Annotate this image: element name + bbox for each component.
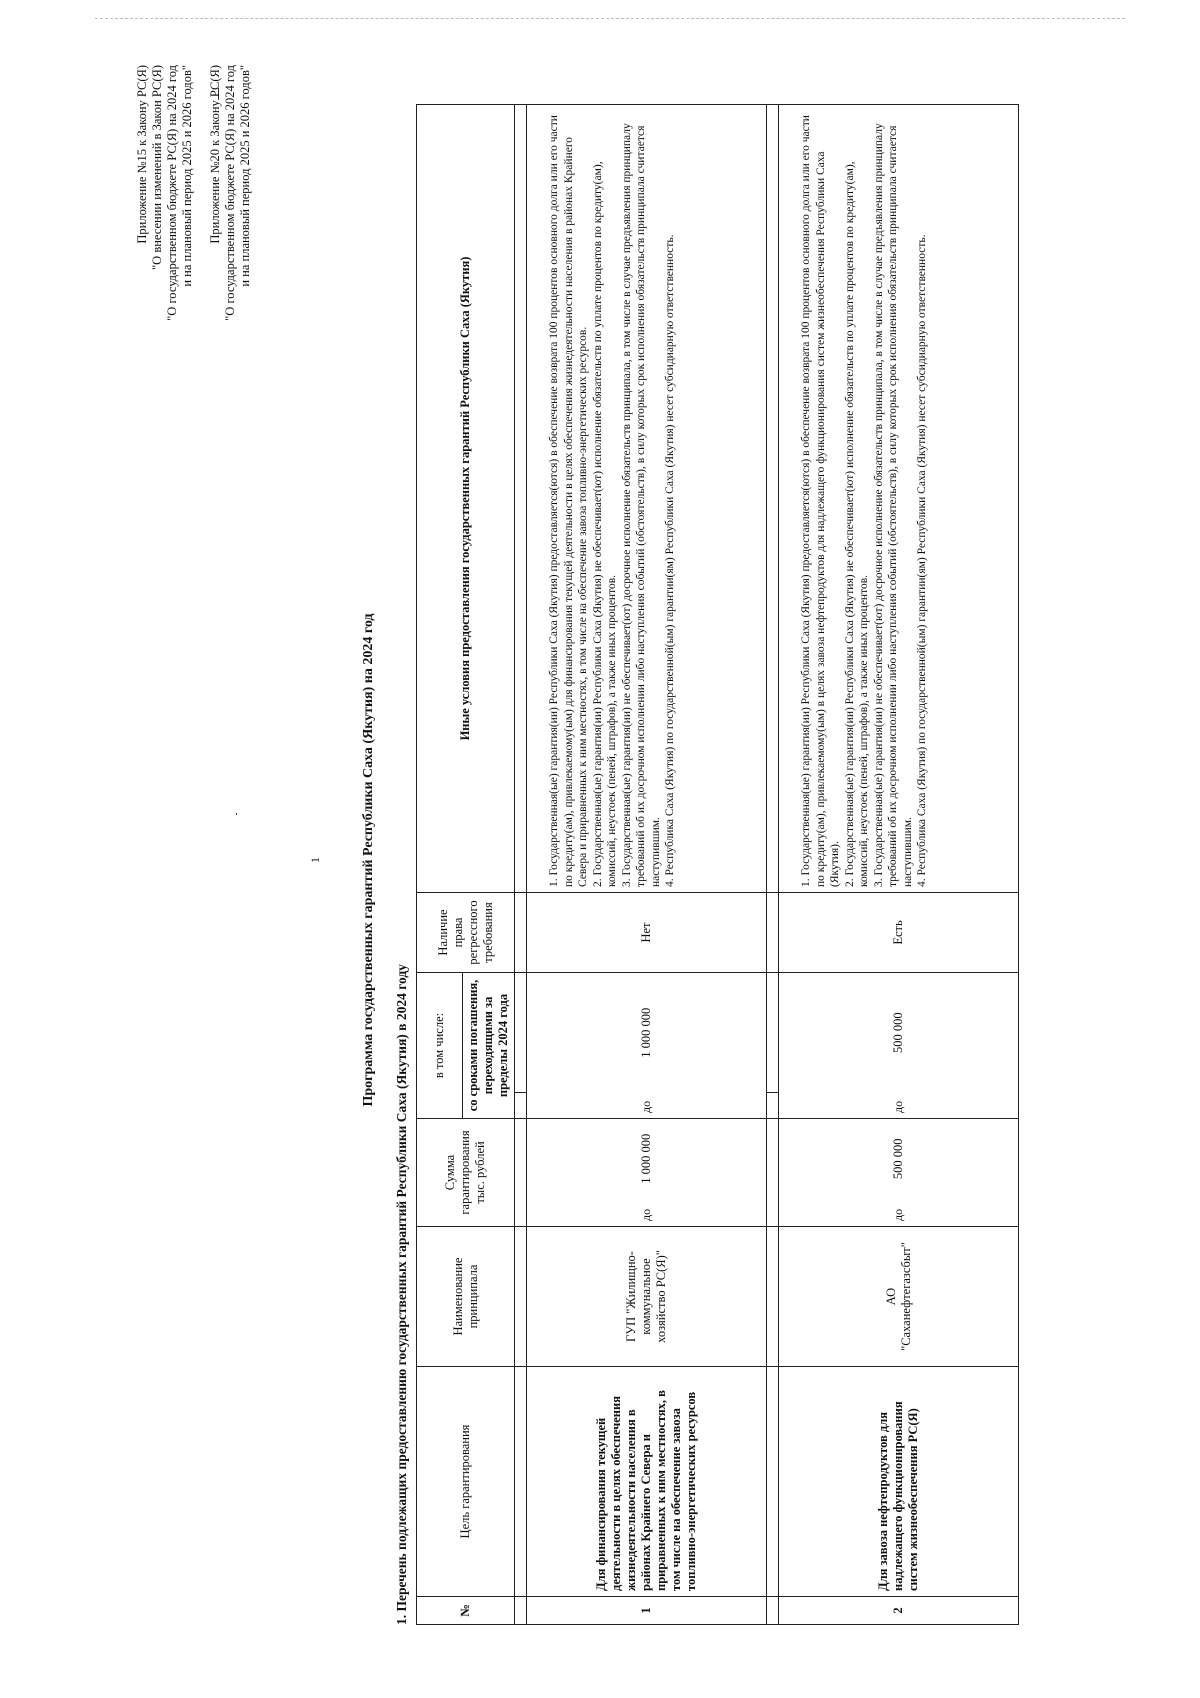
- row-maturity-do: до: [779, 1092, 1019, 1118]
- header-regress: Наличие права регрессного требования: [417, 892, 515, 972]
- appendix-note-2: Приложение №20 к Закону РС(Я) "О государственном бюджете РС(Я) на 2024 год и на плановый период 2025 и 2026 годов": [208, 65, 252, 321]
- header-including: в том числе:: [417, 972, 463, 1118]
- row-amount-do: до: [527, 1199, 767, 1227]
- row-num: 1: [527, 1597, 767, 1625]
- scan-artifact-line: [95, 18, 1125, 19]
- spacer-row: [515, 104, 527, 1624]
- row-amount: 500 000: [779, 1118, 1019, 1198]
- document-title: Программа государственных гарантий Республики Саха (Якутия) на 2024 год: [361, 613, 376, 1107]
- section-heading: 1. Перечень подлежащих предоставлению государственных гарантий Республики Саха (Якутия) в 2024 году: [394, 964, 409, 1625]
- header-num: №: [417, 1597, 515, 1625]
- header-amount: Сумма гарантирования тыс. рублей: [417, 1118, 515, 1226]
- row-amount-do: до: [779, 1199, 1019, 1227]
- row-conditions: 1. Государственная(ые) гарантия(ии) Республики Саха (Якутия) предоставляется(ются) в обеспечение возврата 100 процентов основного долга или его части по кредиту(ам), привлекаемому(ым) для финансирования текущей деятельности в целях обеспечения жизнедеятельности населения в районах Крайнего Севера и приравненных к ним местностях, в том числе на обеспечение завоза топливно-энергетических ресурсов. 2. Государственная(ые) гарантия(ии) Республики Саха (Якутия) не обеспечивает(ют) исполнение обязательств по уплате процентов по кредиту(ам), комиссий, неустоек (пеней, штрафов), а также иных процентов. 3. Государственная(ые) гарантия(ии) не обеспечивает(ют) досрочное исполнение обязательств принципала, в том числе в случае предъявления принципалу требований об их досрочном исполнении либо наступления событий (обстоятельств), в силу которых срок исполнения обязательств принципала считается наступившим. 4. Республика Саха (Якутия) по государственной(ым) гарантии(ям) Республики Саха (Якутия) несет субсидиарную ответственность.: [527, 104, 767, 892]
- row-regress: Есть: [779, 892, 1019, 972]
- row-principal: ГУП "Жилищно-коммунальное хозяйство РС(Я)": [527, 1227, 767, 1367]
- header-maturity: со сроками погашения, переходящими за пределы 2024 года: [463, 972, 515, 1118]
- header-conditions: Иные условия предоставления государственных гарантий Республики Саха (Якутия): [417, 104, 515, 892]
- row-goal: Для завоза нефтепродуктов для надлежащего функционирования систем жизнеобеспечения РС(Я): [779, 1367, 1019, 1597]
- document-page: [40, 65, 1120, 1655]
- row-regress: Нет: [527, 892, 767, 972]
- appendix-note-1: Приложение №15 к Закону РС(Я) "О внесении изменений в Закон РС(Я) "О государственном бюджете РС(Я) на 2024 год и на плановый период 2025 и 2026 годов": [135, 65, 194, 321]
- row-num: 2: [779, 1597, 1019, 1625]
- page-number: 1: [308, 857, 322, 863]
- row-maturity: 500 000: [779, 972, 1019, 1092]
- guarantees-table: [416, 104, 1019, 1625]
- row-maturity: 1 000 000: [527, 972, 767, 1092]
- row-principal: АО "Саханефтегазсбыт": [779, 1227, 1019, 1367]
- header-principal: Наименование принципала: [417, 1227, 515, 1367]
- row-conditions: 1. Государственная(ые) гарантия(ии) Республики Саха (Якутия) предоставляется(ются) в обеспечение возврата 100 процентов основного долга или его части по кредиту(ам), привлекаемому(ым) в целях завоза нефтепродуктов для надлежащего функционирования систем жизнеобеспечения Республики Саха (Якутия). 2. Государственная(ые) гарантия(ии) Республики Саха (Якутия) не обеспечивает(ют) исполнение обязательств по уплате процентов по кредиту(ам), комиссий, неустоек (пеней, штрафов), а также иных процентов. 3. Государственная(ые) гарантия(ии) не обеспечивает(ют) досрочное исполнение обязательств принципала, в том числе в случае предъявления принципалу требований об их досрочном исполнении либо наступления событий (обстоятельств), в силу которых срок исполнения обязательств принципала считается наступившим. 4. Республика Саха (Якутия) по государственной(ым) гарантии(ям) Республики Саха (Якутия) несет субсидиарную ответственность.: [779, 104, 1019, 892]
- table-row: [779, 104, 1019, 1624]
- table-row: [527, 104, 767, 1624]
- header-goal: Цель гарантирования: [417, 1367, 515, 1597]
- row-amount: 1 000 000: [527, 1118, 767, 1198]
- row-goal: Для финансирования текущей деятельности в целях обеспечения жизнедеятельности населения в районах Крайнего Севера и приравненных к ним местностях, в том числе на обеспечение завоза топливно-энергетических ресурсов: [527, 1367, 767, 1597]
- row-maturity-do: до: [527, 1092, 767, 1118]
- spacer-row: [767, 104, 779, 1624]
